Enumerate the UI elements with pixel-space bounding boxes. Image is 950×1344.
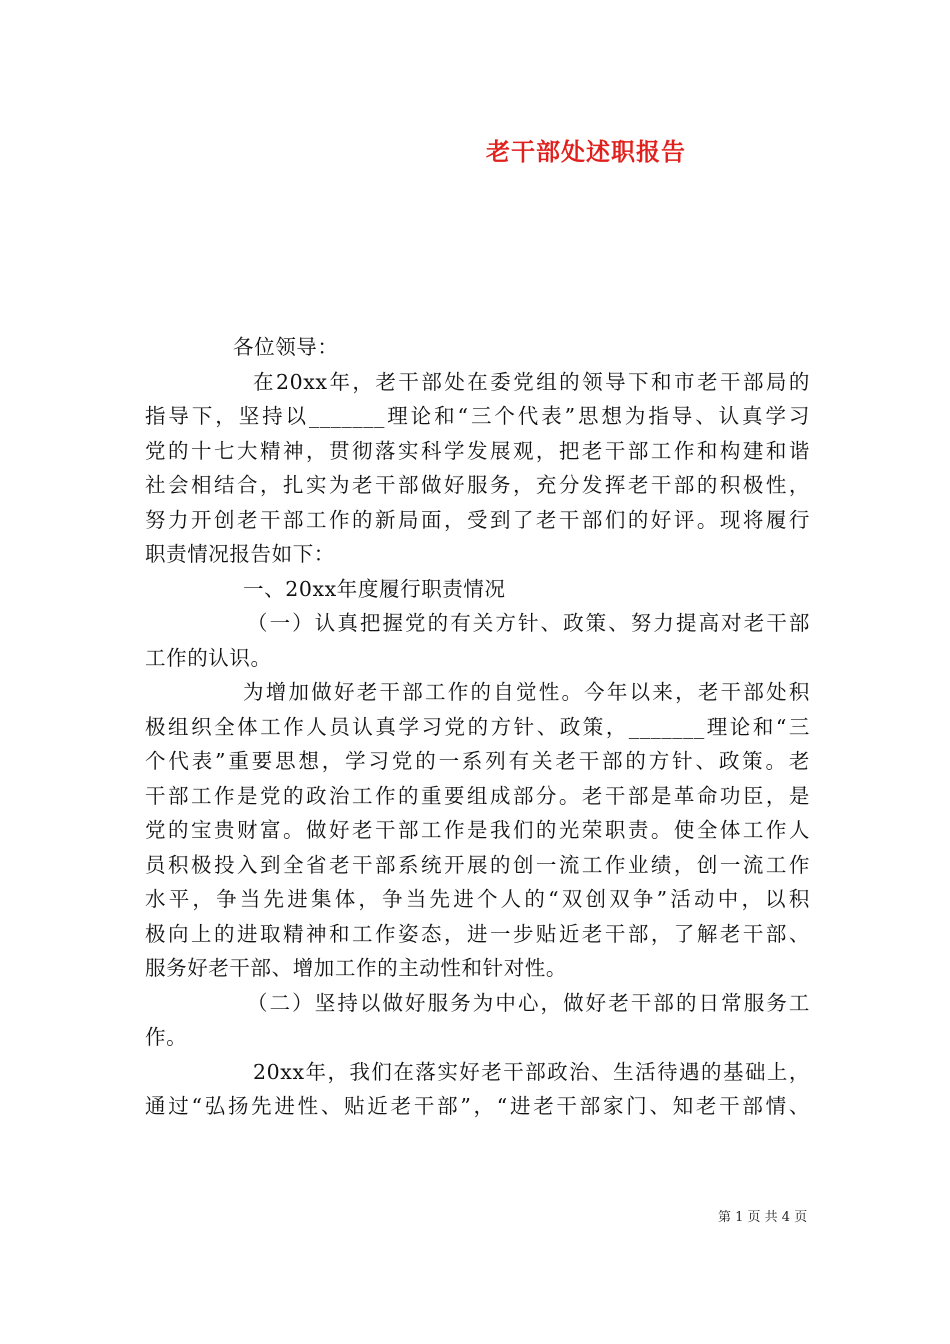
paragraph-line: 职责情况报告如下： xyxy=(145,542,335,566)
page-number: 第 1 页 共 4 页 xyxy=(718,1210,808,1225)
paragraph-line: 为增加做好老干部工作的自觉性。今年以来，老干部处积 xyxy=(243,680,810,704)
document-body xyxy=(145,330,810,1124)
paragraph-line: 在20xx年，老干部处在委党组的领导下和市老干部局的 xyxy=(253,369,810,394)
paragraph-line: 极向上的进取精神和工作姿态，进一步贴近老干部，了解老干部、 xyxy=(145,921,810,946)
paragraph-line: 党的宝贵财富。做好老干部工作是我们的光荣职责。使全体工作人 xyxy=(145,818,810,842)
subsection-heading: （一）认真把握党的有关方针、政策、努力提高对老干部 xyxy=(247,611,810,635)
subsection-heading: 作。 xyxy=(145,1025,188,1049)
paragraph-line: 极组织全体工作人员认真学习党的方针、政策，_______理论和“三 xyxy=(145,714,810,739)
section-heading: 一、20xx年度履行职责情况 xyxy=(243,576,506,601)
paragraph-line: 指导下，坚持以_______理论和“三个代表”思想为指导、认真学习 xyxy=(145,404,810,428)
paragraph-line: 党的十七大精神，贯彻落实科学发展观，把老干部工作和构建和谐 xyxy=(145,438,810,463)
paragraph-line: 努力开创老干部工作的新局面，受到了老干部们的好评。现将履行 xyxy=(145,507,810,532)
subsection-heading: （二）坚持以做好服务为中心，做好老干部的日常服务工 xyxy=(247,990,810,1015)
subsection-heading: 工作的认识。 xyxy=(145,645,272,670)
paragraph-line: 干部工作是党的政治工作的重要组成部分。老干部是革命功臣，是 xyxy=(145,783,810,808)
paragraph-line: 20xx年，我们在落实好老干部政治、生活待遇的基础上， xyxy=(253,1059,810,1084)
salutation: 各位领导： xyxy=(233,335,339,359)
paragraph-line: 水平，争当先进集体，争当先进个人的“双创双争”活动中，以积 xyxy=(145,887,810,911)
paragraph-line: 个代表”重要思想，学习党的一系列有关老干部的方针、政策。老 xyxy=(145,749,810,773)
paragraph-line: 社会相结合，扎实为老干部做好服务，充分发挥老干部的积极性， xyxy=(145,473,810,497)
document-title: 老干部处述职报告 xyxy=(486,137,686,166)
paragraph-line: 员积极投入到全省老干部系统开展的创一流工作业绩，创一流工作 xyxy=(145,852,810,877)
paragraph-line: 通过“弘扬先进性、贴近老干部”，“进老干部家门、知老干部情、 xyxy=(145,1094,810,1118)
paragraph-line: 服务好老干部、增加工作的主动性和针对性。 xyxy=(145,956,567,980)
